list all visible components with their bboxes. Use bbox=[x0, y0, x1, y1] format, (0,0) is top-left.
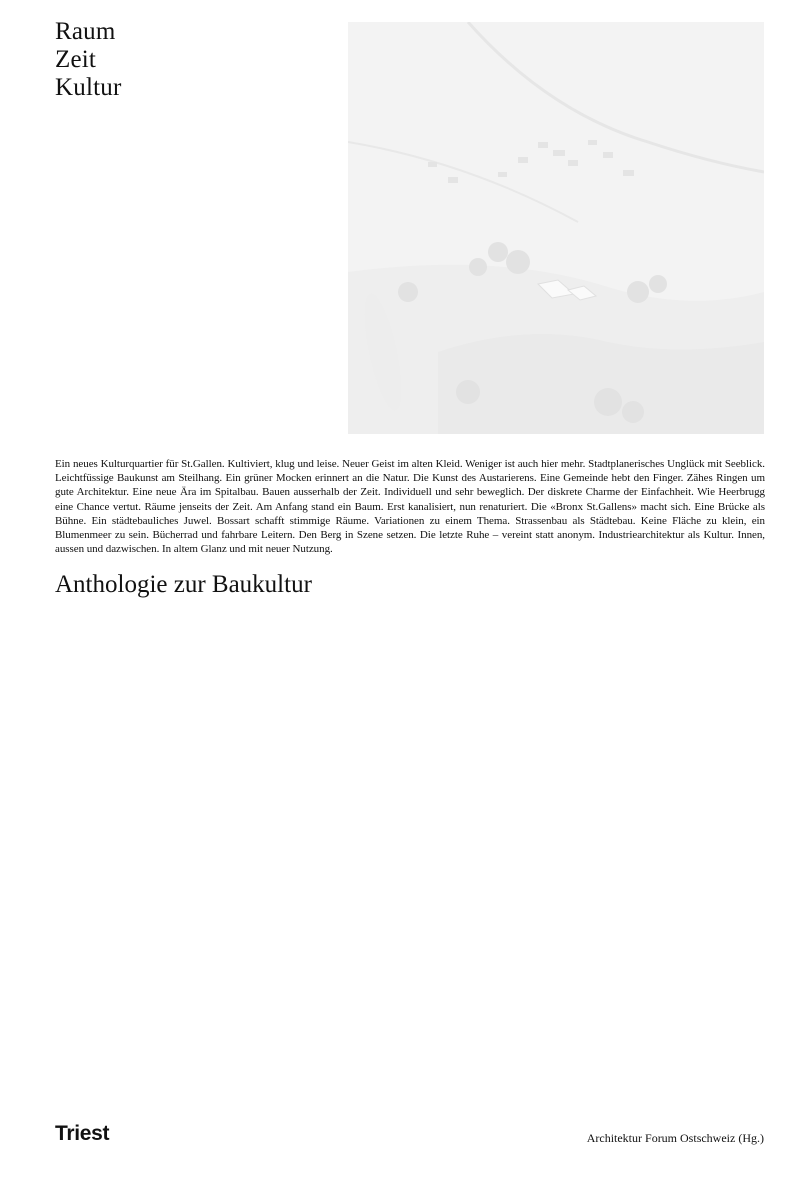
cover-aerial-photo bbox=[348, 22, 764, 434]
title-line-zeit: Zeit bbox=[55, 46, 97, 73]
book-title bbox=[55, 18, 121, 102]
publisher-logo: Triest bbox=[55, 1122, 110, 1145]
book-subtitle: Anthologie zur Baukultur bbox=[55, 571, 312, 598]
cover-blurb: Ein neues Kulturquartier für St.Gallen. Kultiviert, klug und leise. Neuer Geist im alten Kleid. Weniger ist auch hier mehr. Stadtplanerisches Unglück mit Seeblick. Leichtfüssige Baukunst am Steilhang. Ein grüner Mocken erinnert an die Natur. Die Kunst des Austarierens. Eine Gemeinde hebt den Finger. Zähes Ringen um gute Architektur. Eine neue Ära im Spitalbau. Bauen ausserhalb der Zeit. Individuell und sehr beweglich. Der diskrete Charme der Einfachheit. Wie Heerbrugg eine Chance vertut. Räume jenseits der Zeit. Am Anfang stand ein Baum. Erst kanalisiert, nun renaturiert. Die «Bronx St.Gallens» macht sich. Eine Brücke als Bühne. Ein städtebauliches Juwel. Bossart schafft stimmige Räume. Variationen zu einem Thema. Strassenbau als Städtebau. Keine Fläche zu klein, ein Blumenmeer zu sein. Bücherrad und fahrbare Leitern. Den Berg in Szene setzen. Die letzte Ruhe – vereint statt anonym. Industriearchitektur als Kultur. Innen, aussen und dazwischen. In altem Glanz und mit neuer Nutzung. bbox=[55, 458, 765, 556]
title-line-kultur: Kultur bbox=[55, 74, 122, 101]
title-line-raum: Raum bbox=[55, 18, 116, 45]
editor-credit: Architektur Forum Ostschweiz (Hg.) bbox=[586, 1131, 764, 1145]
